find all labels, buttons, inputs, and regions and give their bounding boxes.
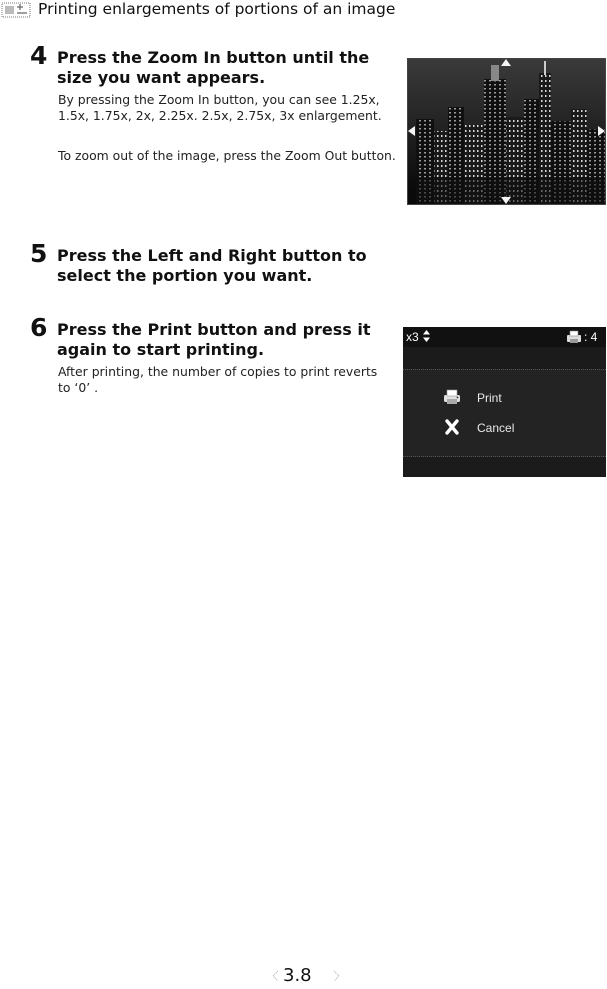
printer-icon: [443, 389, 461, 405]
page-decoration-right-icon: [332, 970, 342, 982]
copies-printer-icon: [566, 330, 582, 344]
menu-item-label: Print: [477, 391, 502, 405]
zoom-level: x3: [406, 330, 419, 344]
menu-item-print[interactable]: [443, 388, 593, 408]
copies-count: : 4: [584, 330, 598, 344]
step-paragraph: To zoom out of the image, press the Zoom Out button.: [58, 148, 396, 163]
page-footer: [270, 966, 360, 986]
cancel-x-icon: [443, 419, 461, 435]
lcd-status-bar: [403, 327, 606, 347]
step-6: [30, 313, 390, 410]
menu-item-cancel[interactable]: [443, 418, 593, 438]
step-number: 6: [30, 313, 48, 342]
lcd-menu: [403, 369, 606, 457]
step-number: 4: [30, 41, 48, 70]
up-down-arrows-icon: [423, 330, 430, 342]
zoom-print-icon: [1, 2, 31, 18]
step-title: Press the Left and Right button to select the portion you want.: [57, 246, 367, 285]
page-title: Printing enlargements of portions of an image: [38, 0, 396, 18]
step-number: 5: [30, 239, 48, 268]
zoomed-photo-preview: [407, 58, 606, 205]
page-decoration-left-icon: [270, 970, 280, 982]
page-number: 3.8: [283, 965, 312, 986]
step-5: [30, 239, 390, 296]
step-title: Press the Zoom In button until the size you want appears.: [57, 48, 370, 87]
step-4: [30, 41, 396, 198]
step-paragraph: After printing, the number of copies to print reverts to ‘0’ .: [58, 364, 378, 395]
menu-item-label: Cancel: [477, 421, 515, 435]
step-title: Press the Print button and press it again to start printing.: [57, 320, 371, 359]
lcd-print-menu-screen: [403, 327, 606, 477]
step-paragraph: By pressing the Zoom In button, you can see 1.25x, 1.5x, 1.75x, 2x, 2.25x. 2.5x, 2.75x, 3x enlargement.: [58, 92, 382, 123]
page-header: [0, 0, 607, 22]
